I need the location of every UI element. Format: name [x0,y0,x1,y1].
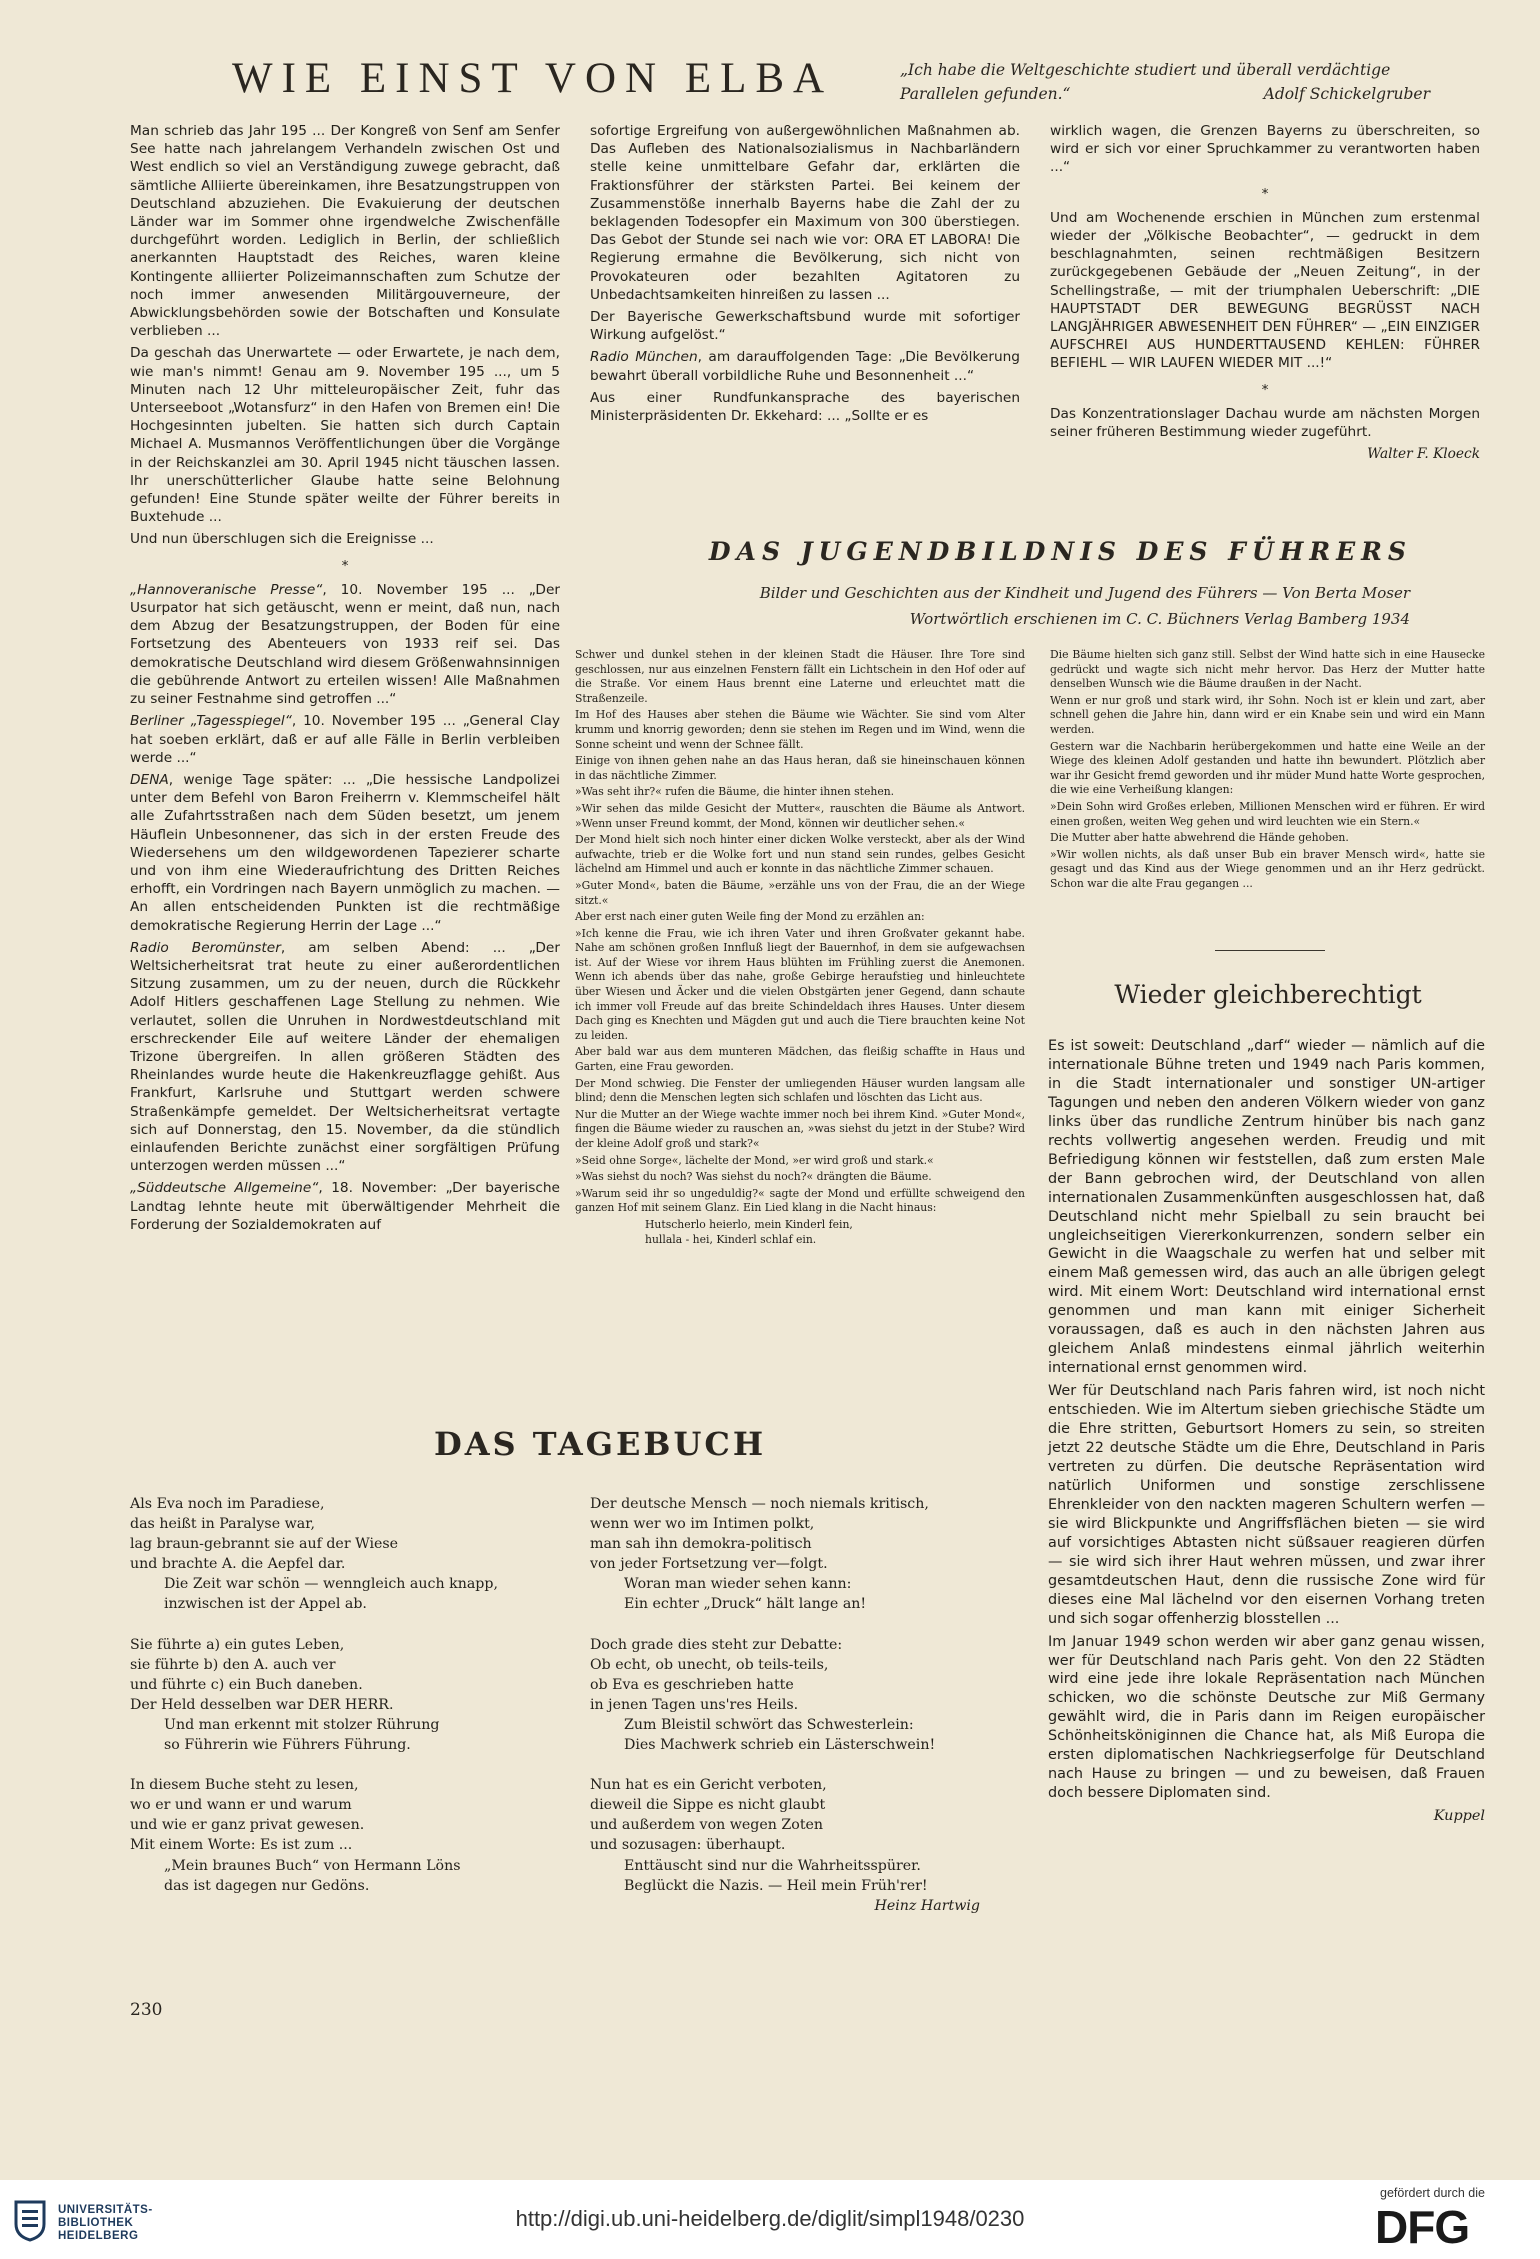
news-source: Berliner „Tagesspiegel“ [130,713,292,730]
news-quote [130,712,560,767]
verse-line: Zum Bleistil schwört das Schwesterlein: [624,1716,914,1733]
paragraph: Nur die Mutter an der Wiege wachte immer noch bei ihrem Kind. »Guter Mond«, fingen die Bäume wieder zu rauschen an, »was siehst du jetzt in der Stube? Wird der kleine Adolf groß und stark?« [575,1107,1025,1150]
lullaby-line: hullala - hei, Kinderl schlaf ein. [645,1232,817,1246]
viewer-footer [0,2180,1540,2259]
article-author: Kuppel [1433,1808,1485,1825]
verse-line: Ein echter „Druck“ hält lange an! [624,1596,867,1613]
verse-line: Der Held desselben war DER HERR. [130,1696,394,1713]
subtitle-line: Bilder und Geschichten aus der Kindheit und Jugend des Führers — Von Berta Moser [759,584,1410,602]
paragraph: Das Konzentrationslager Dachau wurde am nächsten Morgen seiner früheren Bestimmung wieder zugeführt. [1050,405,1480,441]
paragraph: »Warum seid ihr so ungeduldig?« sagte der Mond und erfüllte schweigend den ganzen Hof mit seinem Glanz. Ein Lied klang in die Nacht hinaus: [575,1186,1025,1215]
column-1 [130,122,560,1238]
paragraph: Gestern war die Nachbarin herübergekommen und hatte eine Weile an der Wiege des kleinen Adolf gestanden und hatte ihn bewundert. Plötzlich aber war ihr Gesicht fremd geworden und ihr müder Mund hatte Worte gesprochen, die wie eine Verheißung klangen: [1050,739,1485,797]
paragraph: sofortige Ergreifung von außergewöhnlichen Maßnahmen ab. Das Aufleben des Nationalsozialismus in Nachbarländern stelle keine unmittelbare Gefahr dar, erklärten die Fraktionsführer der stärksten Partei. Bei keinem der Zusammenstöße innerhalb Bayerns habe die Zahl der zu beklagenden Todesopfer ein Maximum von 300 überstiegen. Das Gebot der Stunde sei nach wie vor: ORA ET LABORA! Die Regierung ermahne die Bevölkerung, sich nicht von Provokateuren oder bezahlten Agitatoren zu Unbedachtsamkeiten hinreißen zu lassen ... [590,123,1020,303]
paragraph: Einige von ihnen gehen nahe an das Haus heran, daß sie hineinschauen können in das nächtliche Zimmer. [575,754,1025,782]
paragraph: Und nun überschlugen sich die Ereignisse ... [130,531,434,548]
verse-line: Und man erkennt mit stolzer Rührung [164,1716,440,1733]
verse-line: dieweil die Sippe es nicht glaubt [590,1797,826,1814]
paragraph: Wer für Deutschland nach Paris fahren wird, ist noch nicht entschieden. Wie im Altertum sieben griechische Städte um die Ehre stritten, Geburtsort Homers zu sein, so streiten jetzt 22 deutsche Städte um die Ehre, Deutschland in Paris vertreten zu dürfen. Die deutsche Repräsentation wird natürlich Uniformen und sonstige zerschlissene Ehrenkleider von den nackten mageren Schultern werfen — sie wird Blickpunkte und Angriffsflächen bieten — sie wird auf vorsichtiges Abtasten nicht süßsauer reagieren dürfen — sie wird sich ihrer Haut wehren müssen, und zwar ihrer gesamtdeutschen Haut, denn die russische Zone wird für dieses eine Mal lächelnd vor den eisernen Vorhang treten und sich sogar offenherzig blosstellen ... [1048,1383,1485,1627]
news-quote [130,581,560,708]
verse-line: Als Eva noch im Paradiese, [130,1496,325,1512]
paragraph: Im Januar 1949 schon werden wir aber ganz genau wissen, wer für Deutschland nach Paris geht. Von den 22 Städten wird eine jede ihre lokale Repräsentation nach München schicken, wo die schönste Deutsche zur Miß Germany gewählt wird, die in Paris dann im Reigen europäischer Schönheitsköniginnen die Chance hat, als Miß Europa die ersten diplomatischen Nachkriegserfolge für Deutschland nach Hause zu bringen — und zu beweisen, daß Frauen doch bessere Diplomaten sind. [1048,1633,1485,1802]
motto-text: „Ich habe die Weltgeschichte studiert und überall verdächtige Parallelen gefunden.“ [900,61,1391,103]
section-subtitle [620,580,1410,632]
paragraph: Aber erst nach einer guten Weile fing der Mond zu erzählen an: [575,910,925,924]
news-text: Aus einer Rundfunkansprache des bayerischen Ministerpräsidenten Dr. Ekkehard: ... „Sollte er es [590,389,1020,425]
paragraph: Im Hof des Hauses aber stehen die Bäume wie Wächter. Sie sind vom Alter krumm und knorrig geworden; denn sie stehen im Regen und im Wind, wenn die Sonne scheint und wenn der Schnee fällt. [575,708,1025,751]
column-3 [1050,122,1480,463]
verse-line: Enttäuscht sind nur die Wahrheitsspürer. [624,1857,921,1874]
paragraph: Der Mond schwieg. Die Fenster der umliegenden Häuser wurden langsam alle blind; denn die Menschen legten sich schlafen und löschten das Licht aus. [575,1076,1025,1105]
verse-line: und brachte A. die Aepfel dar. [130,1556,346,1573]
news-source: „Süddeutsche Allgemeine“ [130,1180,319,1197]
verse-line: und wie er ganz privat gewesen. [130,1817,365,1834]
news-source: „Hannoveranische Presse“ [130,581,323,598]
lullaby-line: Hutscherlo heierlo, mein Kinderl fein, [645,1217,853,1231]
news-source: Radio Beromünster [130,939,281,956]
paragraph: »Wir wollen nichts, als daß unser Bub ein braver Mensch wird«, hatte sie gesagt und das Kind aus der Wiege genommen und an ihr Herz gedrückt. Schon war die alte Frau gegangen ... [1050,847,1485,890]
divider [1215,950,1325,951]
section-separator: * [1261,185,1269,202]
verse-line: Beglückt die Nazis. — Heil mein Früh'rer! [624,1877,928,1894]
news-text: , wenige Tage später: ... „Die hessische Landpolizei unter dem Befehl von Baron Freiherrn v. Klemmscheifel hält alle Zufahrtsstraßen nach dem Süden besetzt, um jenem Häuflein Unbesonnener, das sich in der ersten Freude des Wiedersehens um den wildgewordenen Tapezierer scharte und von ihm eine Wiederaufrichtung des Dritten Reiches erhofft, ein Vordringen nach Bayern unmöglich zu machen. — An allen entscheidenden Punkten ist die rechtmäßige demokratische Regierung Herrin der Lage ...“ [130,771,560,934]
paragraph: »Ich kenne die Frau, wie ich ihren Vater und ihren Großvater gekannt habe. Nahe am schönen großen Innfluß liegt der Bauernhof, in dem sie aufgewachsen ist. Auf der Wiese vor ihrem Haus blühten im Frühling zuerst die Anemonen. Wenn ich abends über das nahe, große Gebirge heraufstieg und hinleuchtete über Wiesen und Äcker und die vielen Obstgärten jener Gegend, dann schaute ich immer voll Freude auf das breite Schindeldach ihres Hauses. Unter diesem Dach ging es Knechten und Mägden gut und auch die Tiere brauchten keine Not zu leiden. [575,926,1025,1042]
verse-line: man sah ihn demokra-politisch [590,1536,812,1553]
paragraph: wirklich wagen, die Grenzen Bayerns zu überschreiten, so wird er sich vor einer Spruchkammer zu verantworten haben ...“ [1050,123,1480,176]
verse-line: lag braun-gebrannt sie auf der Wiese [130,1536,399,1553]
paragraph: »Was siehst du noch? Was siehst du noch?« drängten die Bäume. [575,1170,932,1184]
wieder-article [1048,1037,1485,1826]
verse-line: Sie führte a) ein gutes Leben, [130,1636,345,1653]
paragraph: Man schrieb das Jahr 195 ... Der Kongreß von Senf am Senfer See hatte nach jahrelangem Verhandeln zwischen Ost und West endlich so viel an Verständigung zuwege gebracht, daß sämtliche Alliierte übereinkamen, ihre Besatzungstruppen von Deutschland abzuziehen. Die Evakuierung der deutschen Länder war im Sommer ohne irgendwelche Zwischenfälle durchgeführt worden. Lediglich in Berlin, der schließlich anerkannten Hauptstadt des Reiches, waren kleine Kontingente alliierter Polizeimannschaften zum Schutze der noch immer anwesenden Militärgouverneure, der Abwicklungsbehörden sowie der Botschaften und Konsulate verblieben ... [130,123,560,340]
section-title-tagebuch: DAS TAGEBUCH [433,1425,767,1463]
uni-line: UNIVERSITÄTS- [58,2204,153,2216]
uni-line: BIBLIOTHEK [58,2217,134,2229]
verse-line: wenn wer wo im Intimen polkt, [590,1516,815,1533]
paragraph: »Wir sehen das milde Gesicht der Mutter«, rauschten die Bäume als Antwort. »Wenn unser Freund kommt, der Mond, können wir deutlicher sehen.« [575,801,1025,830]
paragraph: Da geschah das Unerwartete — oder Erwartete, je nach dem, wie man's nimmt! Genau am 9. November 195 ..., um 5 Minuten nach 12 Uhr mitteleuropäischer Zeit, fuhr das Unterseeboot „Wotansfurz“ in den Hafen von Bremen ein! Die Hochgesinnten jubelten. Sie hatten sich durch Captain Michael A. Musmannos Veröffentlichungen über die Vorgänge in der Reichskanzlei am 30. April 1945 nicht täuschen lassen. Ihr unerschütterlicher Glaube hatte seine Belohnung gefunden! Eine Stunde später weilte der Führer bereits in Buxtehude ... [130,345,560,526]
paragraph: »Seid ohne Sorge«, lächelte der Mond, »er wird groß und stark.« [575,1153,934,1167]
verse-line: Die Zeit war schön — wenngleich auch knapp, [164,1576,498,1593]
verse-line: das heißt in Paralyse war, [130,1516,315,1533]
article-author: Walter F. Kloeck [1367,446,1480,463]
section-separator: * [341,557,349,574]
stanza-gap [590,1615,1030,1635]
paragraph: »Guter Mond«, baten die Bäume, »erzähle uns von der Frau, die an der Wiege sitzt.« [575,878,1025,907]
funded-by-label: gefördert durch die [1380,2186,1485,2200]
subtitle-line: Wortwörtlich erschienen im C. C. Büchners Verlag Bamberg 1934 [909,610,1410,628]
uni-line: HEIDELBERG [58,2230,139,2242]
verse-line: Der deutsche Mensch — noch niemals kritisch, [590,1496,929,1512]
jugendbildnis-column-left [575,648,1025,1247]
verse-line: In diesem Buche steht zu lesen, [130,1777,359,1794]
permalink-url[interactable]: http://digi.ub.uni-heidelberg.de/diglit/simpl1948/0230 [515,2206,1025,2231]
verse-line: so Führerin wie Führers Führung. [164,1737,411,1754]
page-number: 230 [130,2000,163,2020]
paragraph: Aber bald war aus dem munteren Mädchen, das fleißig schaffte in Haus und Garten, eine Frau geworden. [575,1045,1025,1074]
paragraph: Die Bäume hielten sich ganz still. Selbst der Wind hatte sich in eine Hausecke gedrückt und wagte sich nicht mehr hervor. Das Herz der Mutter hatte denselben Wunsch wie die Bäume draußen in der Nacht. [1050,648,1485,691]
verse-line: in jenen Tagen uns'res Heils. [590,1696,799,1713]
paragraph: »Dein Sohn wird Großes erleben, Millionen Menschen wird er führen. Er wird einen großen, weiten Weg gehen und wird leuchten wie ein Stern.« [1050,799,1485,828]
motto-author: Adolf Schickelgruber [1263,85,1430,103]
verse-line: Woran man wieder sehen kann: [624,1576,852,1593]
paragraph: Es ist soweit: Deutschland „darf“ wieder — nämlich auf die internationale Bühne treten und 1949 nach Paris kommen, in die Stadt internationaler und sonstiger UN-artiger Tagungen und neben den anderen Völkern wieder von ganz links über das rundliche Zentrum hinüber bis nach ganz rechts vollwertig angesehen werden. Freudig und mit Befriedigung können wir feststellen, daß zum ersten Male der Bann gebrochen wird, der Deutschland von allen internationalen Zusammenkünften ausgeschlossen hat, daß Deutschland nicht mehr Spielball zu sein braucht bei ungleichseitigen Viererkonkurrenzen, sondern selber ein Gewicht in die Waagschale zu werfen hat und selber mit einem Maß gemessen wird, das auch an alle übrigen gelegt wird. Mit einem Wort: Deutschland wird international ernst genommen und man kann mit einiger Sicherheit voraussagen, daß es auch in den nächsten Jahren aus gleichem Anlaß mindestens einmal jährlich weiterhin international ernst genommen wird. [1048,1038,1485,1377]
news-text: , am selben Abend: ... „Der Weltsicherheitsrat trat heute zu einer außerordentlichen Sitzung zusammen, um zu der neuen, durch die Rückkehr Adolf Hitlers geschaffenen Lage Stellung zu nehmen. Wie verlautet, sollen die Unruhen in Nordwestdeutschland mit erschreckender Eile auf weitere Länder der ehemaligen Trizone übergreifen. In allen größeren Städten des Rheinlandes wurde heute die Hakenkreuzflagge gehißt. Aus Frankfurt, Karlsruhe und Stuttgart werden schwere Straßenkämpfe gemeldet. Der Weltsicherheitsrat vertagte sich auf Donnerstag, den 15. November, da die stündlich einlaufenden Berichte zunächst einer sorgfältigen Prüfung unterzogen werden müssen ...“ [130,939,560,1175]
dfg-logo: DFG [1375,2201,1470,2253]
poem-column-right [590,1494,1030,1916]
section-separator: * [1261,381,1269,398]
news-quote [130,939,560,1176]
news-text: , 10. November 195 ... „Der Usurpator hat sich getäuscht, wenn er meint, daß nun, nach dem Abzug der Besatzungstruppen, der Boden für eine Fortsetzung des Abenteuers von 1933 reif sei. Das demokratische Deutschland wird diesem Größenwahnsinnigen die gebührende Antwort zu erteilen wissen! Alle Maßnahmen zu seiner Festnahme sind getroffen ...“ [130,581,560,708]
verse-line: Mit einem Worte: Es ist zum ... [130,1837,353,1854]
section-title-jugendbildnis: DAS JUGENDBILDNIS DES FÜHRERS [708,537,1412,566]
paragraph: Und am Wochenende erschien in München zum erstenmal wieder der „Völkische Beobachter“, — gedruckt in dem beschlagnahmten, seinen rechtmäßigen Besitzern zurückgegebenen Gebäude der „Neuen Zeitung“, in der Schellingstraße, — mit der triumphalen Ueberschrift: „DIE HAUPTSTADT DER BEWEGUNG BEGRÜSST NACH LANGJÄHRIGER ABWESENHEIT DEN FÜHRER“ — „EIN EINZIGER AUFSCHREI AUS HUNDERTTAUSEND KEHLEN: FÜHRER BEFIEHL — WIR LAUFEN WIEDER MIT ...!“ [1050,209,1480,372]
section-title-wieder: Wieder gleichberechtigt [1114,980,1422,1009]
jugendbildnis-column-right [1050,648,1485,894]
verse-line: ob Eva es geschrieben hatte [590,1676,794,1693]
news-quote [130,1179,560,1234]
news-text: , am darauffolgenden Tage: „Die Bevölkerung bewahrt überall vorbildliche Ruhe und Besonnenheit ...“ [590,349,1020,384]
paragraph: Wenn er nur groß und stark wird, ihr Sohn. Noch ist er klein und zart, aber schnell gehen die Jahre hin, dann wird er ein Knabe sein und wird ein Mann werden. [1050,693,1485,736]
verse-line: Dies Machwerk schrieb ein Lästerschwein! [624,1737,936,1754]
poem-column-left [130,1494,570,1896]
verse-line: und sozusagen: überhaupt. [590,1837,786,1854]
verse-line: Nun hat es ein Gericht verboten, [590,1777,827,1794]
paragraph: Der Bayerische Gewerkschaftsbund wurde mit sofortiger Wirkung aufgelöst.“ [590,309,1020,344]
news-source: DENA [130,771,169,788]
news-quote [590,348,1020,384]
verse-line: und führte c) ein Buch daneben. [130,1676,363,1693]
verse-line: wo er und wann er und warum [130,1797,352,1814]
paragraph: »Was seht ihr?« rufen die Bäume, die hinter ihnen stehen. [575,785,895,799]
verse-line: sie führte b) den A. auch ver [130,1656,336,1673]
stanza-gap [130,1755,570,1775]
poem-author: Heinz Hartwig [874,1897,980,1914]
news-text: , 10. November 195 ... „General Clay hat soeben erklärt, daß er auf alle Fälle in Berlin verbleiben werde ...“ [130,713,561,766]
verse-line: „Mein braunes Buch“ von Hermann Löns [164,1857,461,1874]
paragraph: Der Mond hielt sich noch hinter einer dicken Wolke versteckt, aber als der Wind aufwachte, trieb er die Wolke fort und nun stand sein rundes, gelbes Gesicht lächelnd am Himmel und auch er konnte in das nächtliche Zimmer schauen. [575,833,1025,876]
column-2 [590,122,1020,429]
news-quote [130,771,560,935]
verse-line: und außerdem von wegen Zoten [590,1817,824,1834]
verse-line: Ob echt, ob unecht, ob teils-teils, [590,1656,829,1673]
news-source: Radio München [590,349,698,366]
news-quote [590,389,1020,425]
stanza-gap [130,1615,570,1635]
verse-line: das ist dagegen nur Gedöns. [164,1877,370,1894]
motto-quote [900,58,1460,106]
page-headline: WIE EINST VON ELBA [232,55,834,102]
paragraph: Die Mutter aber hatte abwehrend die Hände gehoben. [1050,831,1349,845]
verse-line: Doch grade dies steht zur Debatte: [590,1636,843,1653]
paragraph: Schwer und dunkel stehen in der kleinen Stadt die Häuser. Ihre Tore sind geschlossen, nur aus einzelnen Fenstern fällt ein Lichtschein in den Hof oder auf die Straße. Vor einem Haus brennt eine Laterne und erleuchtet matt die Straßenzeile. [575,648,1025,705]
news-text: , 18. November: „Der bayerische Landtag lehnte heute mit überwältigender Mehrheit die Forderung der Sozialdemokraten auf [130,1180,560,1233]
verse-line: inzwischen ist der Appel ab. [164,1596,367,1613]
verse-line: von jeder Fortsetzung ver—folgt. [590,1556,828,1573]
stanza-gap [590,1755,1030,1775]
